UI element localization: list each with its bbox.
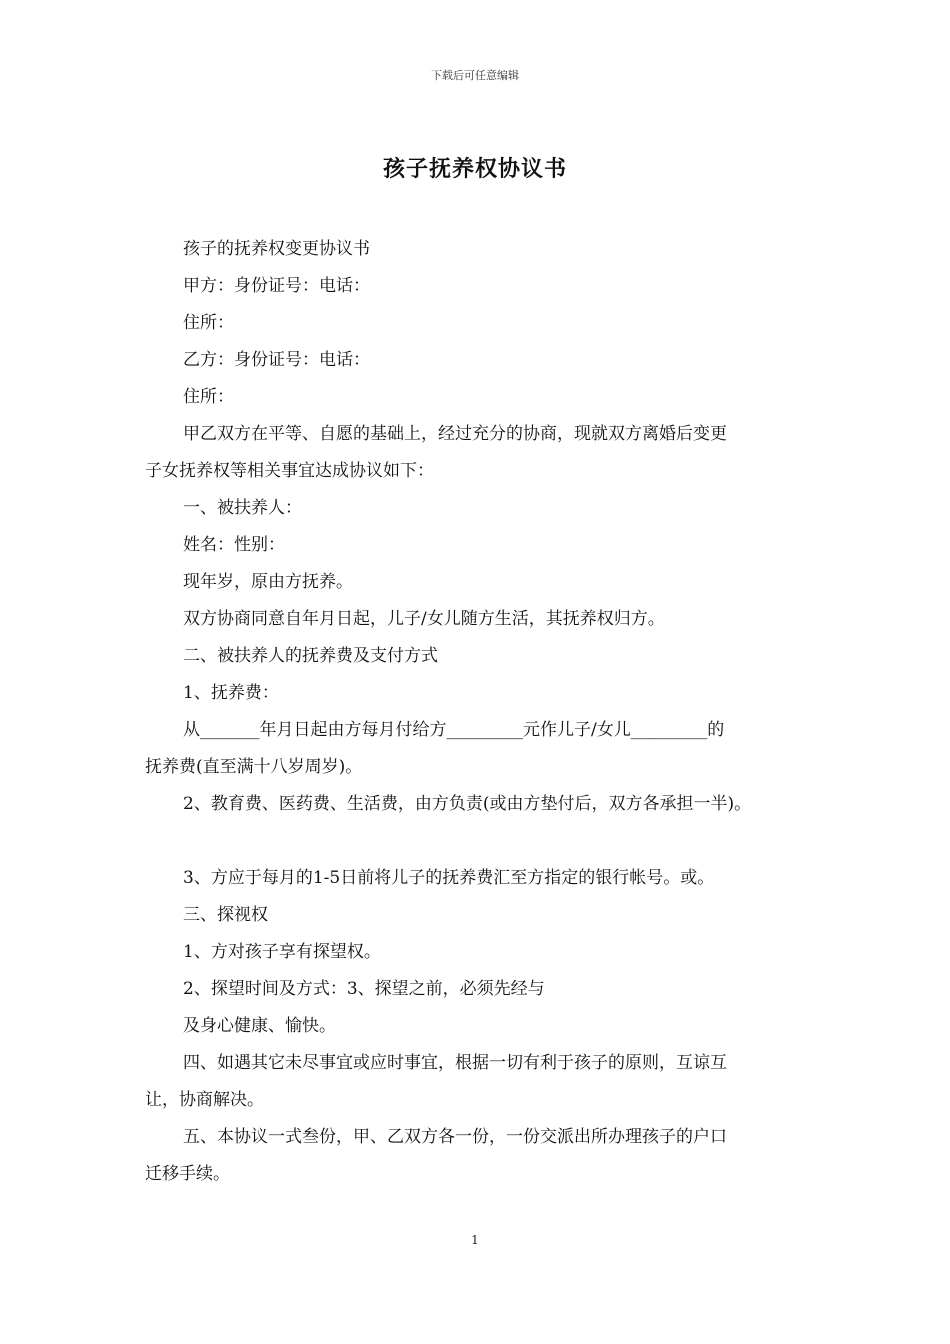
- support-fee-heading: 1、抚养费：: [183, 683, 279, 703]
- visitation-method-line: 2、探望时间及方式：3、探望之前，必须先经与: [183, 979, 545, 999]
- intro-paragraph-line-1: 甲乙双方在平等、自愿的基础上，经过充分的协商，现就双方离婚后变更: [183, 424, 727, 444]
- visitation-right-line: 1、方对孩子享有探望权。: [183, 942, 381, 962]
- subtitle-line: 孩子的抚养权变更协议书: [183, 239, 370, 259]
- section-5-line-1: 五、本协议一式叁份，甲、乙双方各一份，一份交派出所办理孩子的户口: [183, 1127, 727, 1147]
- custody-line: 双方协商同意自年月日起，儿子/女儿随方生活，其抚养权归方。: [183, 609, 665, 629]
- name-gender-line: 姓名：性别：: [183, 535, 285, 555]
- health-line: 及身心健康、愉快。: [183, 1016, 336, 1036]
- party-a-address: 住所：: [183, 313, 234, 333]
- section-4-line-2: 让，协商解决。: [145, 1090, 264, 1110]
- expenses-line: 2、教育费、医药费、生活费，由方负责(或由方垫付后，双方各承担一半)。: [183, 794, 752, 814]
- party-a-line: 甲方：身份证号：电话：: [183, 276, 370, 296]
- section-5-line-2: 迁移手续。: [145, 1164, 230, 1184]
- document-body: [145, 231, 813, 1193]
- age-line: 现年岁，原由方抚养。: [183, 572, 353, 592]
- section-3-heading: 三、探视权: [183, 905, 268, 925]
- section-2-heading: 二、被扶养人的抚养费及支付方式: [183, 646, 438, 666]
- party-b-line: 乙方：身份证号：电话：: [183, 350, 370, 370]
- section-1-heading: 一、被扶养人：: [183, 498, 302, 518]
- support-fee-line-2: 抚养费(直至满十八岁周岁)。: [145, 757, 363, 777]
- support-fee-line-1: 从_______年月日起由方每月付给方_________元作儿子/女儿_________的: [183, 720, 725, 740]
- section-4-line-1: 四、如遇其它未尽事宜或应时事宜，根据一切有利于孩子的原则，互谅互: [183, 1053, 727, 1073]
- page-number: 1: [471, 1233, 479, 1247]
- payment-schedule-line: 3、方应于每月的1-5日前将儿子的抚养费汇至方指定的银行帐号。或。: [183, 868, 715, 888]
- document-title: 孩子抚养权协议书: [382, 156, 567, 182]
- header-note: 下载后可任意编辑: [431, 69, 519, 82]
- paragraph-gap: [145, 823, 813, 860]
- party-b-address: 住所：: [183, 387, 234, 407]
- intro-paragraph-line-2: 子女抚养权等相关事宜达成协议如下：: [145, 461, 434, 481]
